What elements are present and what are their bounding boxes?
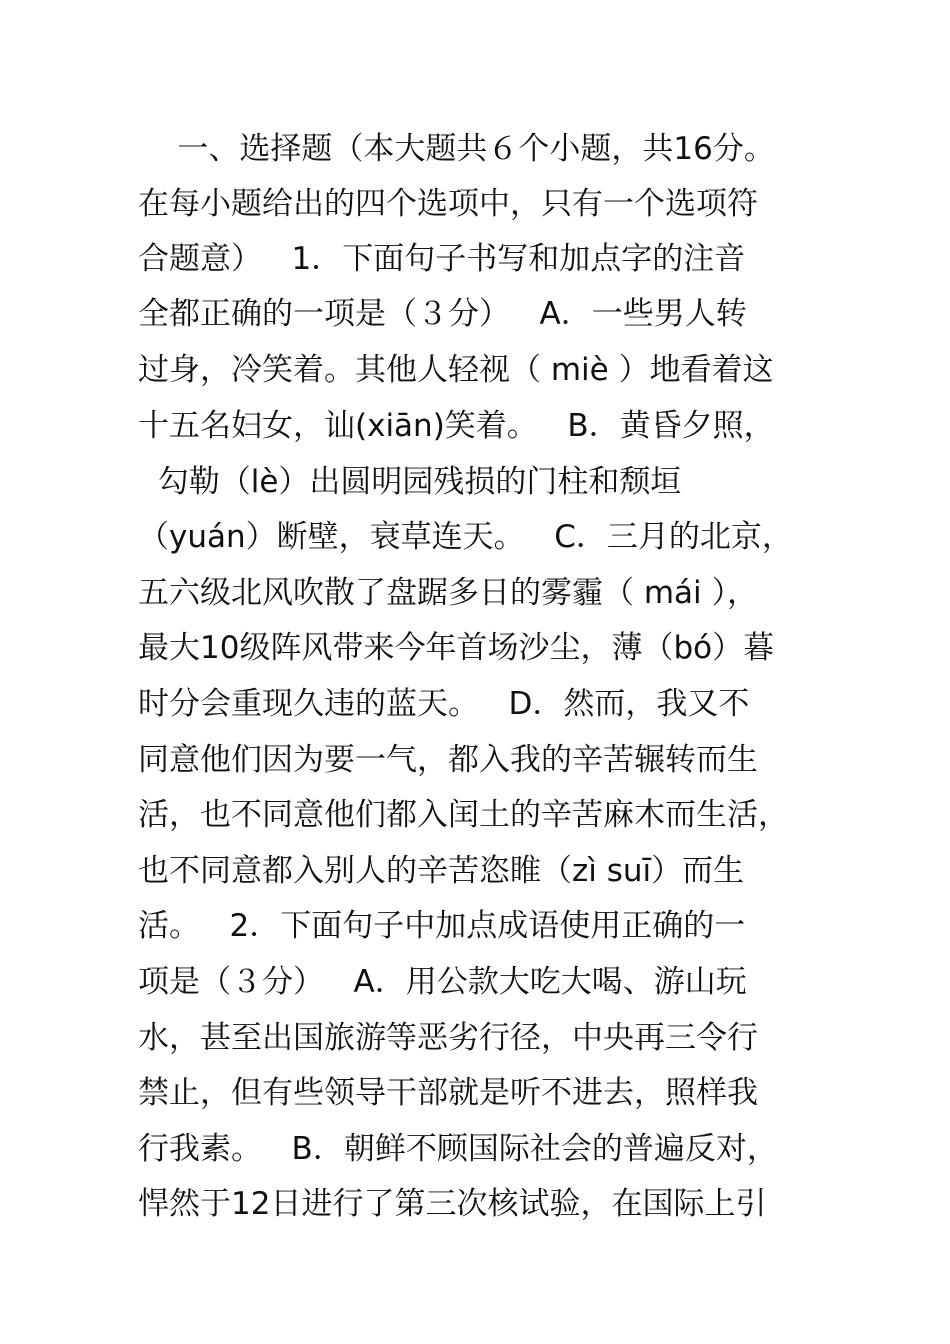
text-line-2: 在每小题给出的四个选项中，只有一个选项符	[138, 186, 758, 222]
text-line-16: 项是（３分） A．用公款大吃大喝、游山玩	[138, 964, 747, 1000]
text-line-5: 过身，冷笑着。其他人轻视（ miè ）地看着这	[138, 352, 774, 388]
text-line-4: 全都正确的一项是（３分） A．一些男人转	[138, 296, 747, 332]
text-line-15: 活。 2．下面句子中加点成语使用正确的一	[138, 908, 746, 944]
text-line-3: 合题意） 1．下面句子书写和加点字的注音	[138, 241, 746, 277]
text-line-1: 一、选择题（本大题共６个小题，共16分。	[138, 131, 775, 167]
text-line-9: 五六级北风吹散了盘踞多日的雾霾（ mái ），	[138, 575, 759, 611]
text-line-13: 活，也不同意他们都入闰土的辛苦麻木而生活，	[138, 797, 789, 833]
text-line-7: 勾勒（lè）出圆明园残损的门柱和颓垣	[138, 464, 682, 500]
text-line-14: 也不同意都入别人的辛苦恣睢（zì suī）而生	[138, 853, 745, 889]
text-line-18: 禁止，但有些领导干部就是听不进去，照样我	[138, 1075, 758, 1111]
text-line-6: 十五名妇女，讪(xiān)笑着。 B．黄昏夕照，	[138, 408, 775, 444]
text-line-17: 水，甚至出国旅游等恶劣行径，中央再三令行	[138, 1020, 758, 1056]
text-line-11: 时分会重现久违的蓝天。 D．然而，我又不	[138, 686, 750, 722]
text-line-12: 同意他们因为要一气，都入我的辛苦辗转而生	[138, 742, 758, 778]
text-line-20: 悍然于12日进行了第三次核试验，在国际上引	[138, 1186, 767, 1222]
text-line-10: 最大10级阵风带来今年首场沙尘，薄（bó）暮	[138, 630, 775, 666]
text-line-19: 行我素。 B．朝鲜不顾国际社会的普遍反对，	[138, 1131, 778, 1167]
text-line-8: （yuán）断壁，衰草连天。 C．三月的北京，	[138, 519, 793, 555]
